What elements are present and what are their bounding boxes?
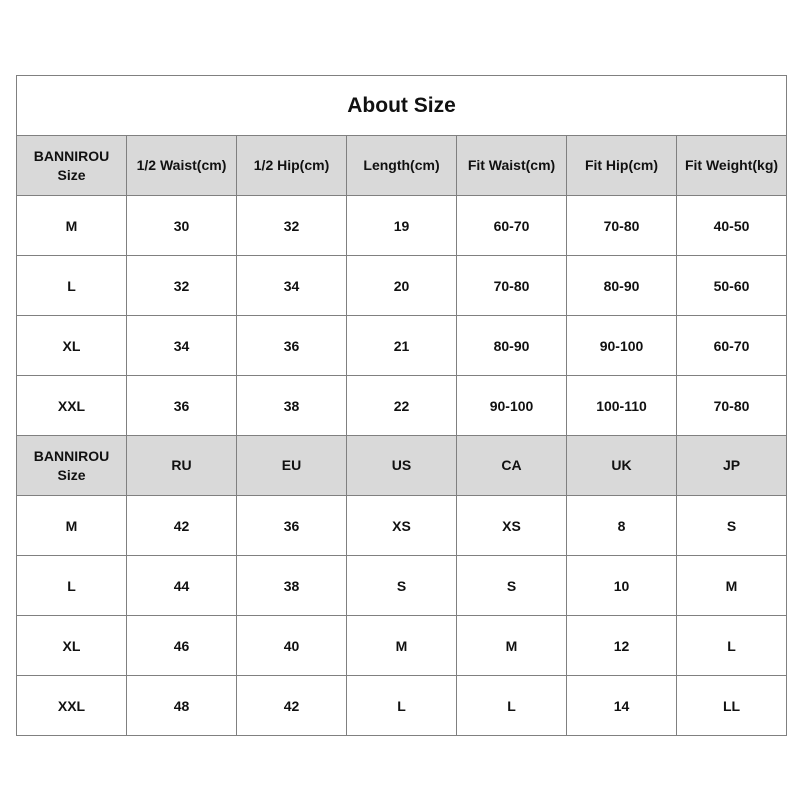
table-cell: 19 [347,196,457,256]
table-cell: 32 [127,256,237,316]
table-cell: 70-80 [457,256,567,316]
table-cell: L [17,256,127,316]
table-cell: 14 [567,676,677,736]
table-cell: 48 [127,676,237,736]
chart-title: About Size [17,76,787,136]
header-cell: Fit Hip(cm) [567,136,677,196]
table-cell: 42 [127,496,237,556]
table-cell: S [677,496,787,556]
header-cell: 1/2 Hip(cm) [237,136,347,196]
table-cell: L [457,676,567,736]
table-cell: 20 [347,256,457,316]
table-cell: M [17,196,127,256]
table-cell: XXL [17,376,127,436]
table-cell: XL [17,616,127,676]
table-cell: XS [347,496,457,556]
table-cell: L [677,616,787,676]
table-cell: S [457,556,567,616]
header-cell: Fit Waist(cm) [457,136,567,196]
table-cell: 40-50 [677,196,787,256]
table-cell: 80-90 [567,256,677,316]
table-cell: XS [457,496,567,556]
header-cell: RU [127,436,237,496]
table-cell: 42 [237,676,347,736]
table-cell: 30 [127,196,237,256]
table-cell: 90-100 [457,376,567,436]
table-cell: 34 [127,316,237,376]
table-cell: 10 [567,556,677,616]
table-cell: L [17,556,127,616]
table-cell: LL [677,676,787,736]
table-cell: L [347,676,457,736]
table-row [17,676,787,736]
table-cell: 60-70 [457,196,567,256]
table-cell: M [17,496,127,556]
table-row [17,196,787,256]
measurement-header-row [17,136,787,196]
table-cell: 36 [237,316,347,376]
table-row [17,556,787,616]
table-row [17,616,787,676]
table-cell: 44 [127,556,237,616]
table-cell: 36 [237,496,347,556]
table-cell: M [457,616,567,676]
table-cell: 90-100 [567,316,677,376]
table-cell: S [347,556,457,616]
table-cell: 38 [237,376,347,436]
header-cell: BANNIROU Size [17,136,127,196]
table-cell: 22 [347,376,457,436]
header-cell: EU [237,436,347,496]
table-cell: 40 [237,616,347,676]
table-cell: XXL [17,676,127,736]
table-cell: 38 [237,556,347,616]
header-cell: 1/2 Waist(cm) [127,136,237,196]
table-cell: 100-110 [567,376,677,436]
conversion-header-row [17,436,787,496]
header-cell: CA [457,436,567,496]
table-cell: 60-70 [677,316,787,376]
table-cell: 12 [567,616,677,676]
table-cell: XL [17,316,127,376]
table-cell: 36 [127,376,237,436]
table-cell: 70-80 [677,376,787,436]
header-cell: Length(cm) [347,136,457,196]
table-cell: 70-80 [567,196,677,256]
table-cell: M [677,556,787,616]
table-cell: M [347,616,457,676]
table-cell: 21 [347,316,457,376]
table-cell: 50-60 [677,256,787,316]
header-cell: UK [567,436,677,496]
table-cell: 34 [237,256,347,316]
table-cell: 80-90 [457,316,567,376]
size-chart-table [16,75,787,736]
table-cell: 32 [237,196,347,256]
table-cell: 8 [567,496,677,556]
table-row [17,496,787,556]
table-row [17,316,787,376]
table-cell: 46 [127,616,237,676]
table-row [17,376,787,436]
header-cell: Fit Weight(kg) [677,136,787,196]
header-cell: JP [677,436,787,496]
header-cell: BANNIROU Size [17,436,127,496]
header-cell: US [347,436,457,496]
table-row [17,256,787,316]
